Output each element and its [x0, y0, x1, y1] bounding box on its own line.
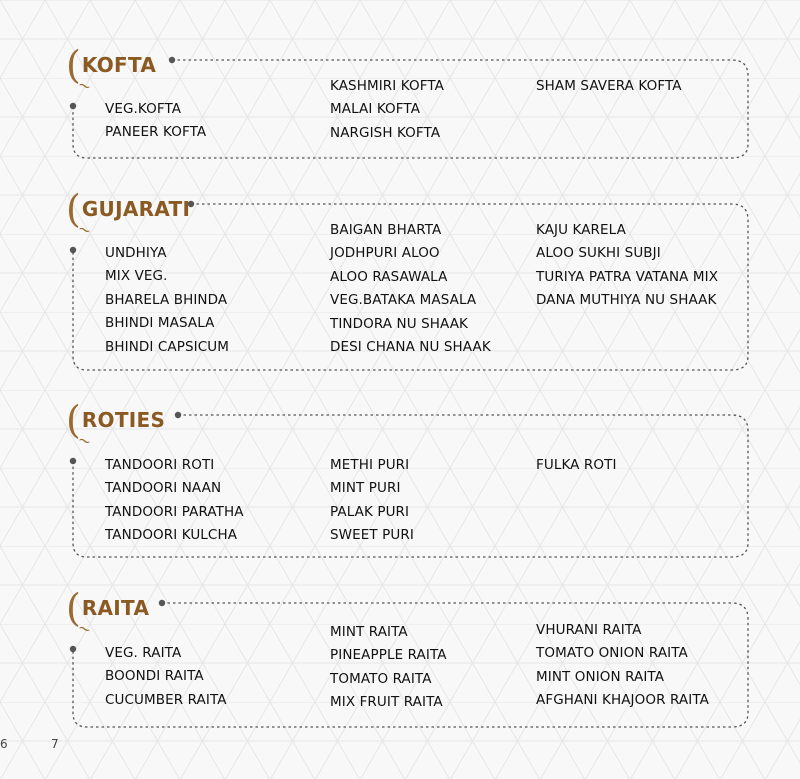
menu-item: TANDOORI ROTI: [105, 457, 215, 473]
column-3: [536, 454, 617, 477]
menu-item: PANEER KOFTA: [105, 124, 207, 141]
column-1: [105, 98, 206, 145]
section-title-text: ROTIES: [81, 408, 166, 432]
menu-item: ALOO RASAWALA: [330, 268, 448, 285]
menu-item: BHINDI CAPSICUM: [105, 338, 229, 355]
menu-item: KAJU KARELA: [536, 222, 626, 238]
menu-item: FULKA ROTI: [536, 457, 617, 473]
section-kofta: [0, 43, 800, 162]
column-1: [105, 242, 229, 359]
section-gujarati: [0, 187, 800, 374]
ornament-tail-icon: ~: [75, 218, 95, 241]
ornament-tail-icon: ~: [75, 74, 95, 97]
section-title-text: RAITA: [81, 596, 150, 620]
column-1: [105, 642, 227, 712]
column-2: [330, 621, 447, 715]
menu-item: METHI PURI: [330, 457, 410, 473]
menu-item: PINEAPPLE RAITA: [330, 647, 447, 664]
menu-item: VEG. RAITA: [105, 645, 182, 661]
brace-ornament-icon: (: [66, 187, 81, 231]
menu-item: TOMATO RAITA: [330, 670, 432, 687]
column-3: [536, 619, 709, 713]
menu-item: SWEET PURI: [330, 527, 414, 544]
menu-item: TINDORA NU SHAAK: [330, 315, 468, 332]
menu-item: DANA MUTHIYA NU SHAAK: [536, 292, 717, 309]
menu-item: BAIGAN BHARTA: [330, 222, 442, 238]
menu-item: TANDOORI NAAN: [105, 480, 222, 497]
menu-item: TANDOORI PARATHA: [105, 503, 244, 520]
menu-item: VEG.KOFTA: [105, 101, 182, 117]
menu-item: ALOO SUKHI SUBJI: [536, 245, 661, 262]
page-number-left: 6: [0, 737, 8, 751]
column-2: [330, 75, 444, 145]
ornament-tail-icon: ~: [75, 429, 95, 452]
menu-item: MINT ONION RAITA: [536, 668, 665, 685]
menu-item: MALAI KOFTA: [330, 101, 421, 118]
section-title-text: GUJARATI: [81, 197, 191, 221]
menu-item: NARGISH KOFTA: [330, 124, 441, 141]
menu-item: VHURANI RAITA: [536, 622, 642, 638]
menu-item: TANDOORI KULCHA: [105, 527, 238, 544]
column-2: [330, 219, 491, 359]
menu-item: JODHPURI ALOO: [330, 245, 440, 262]
menu-item: MINT RAITA: [330, 624, 408, 640]
menu-item: BHARELA BHINDA: [105, 291, 228, 308]
section-title: [66, 586, 150, 640]
section-roties: [0, 398, 800, 561]
brace-ornament-icon: (: [66, 43, 81, 87]
page-number-right: 7: [51, 737, 59, 751]
section-title: [66, 187, 191, 241]
menu-item: BOONDI RAITA: [105, 668, 204, 685]
section-title: [66, 398, 166, 452]
menu-item: SHAM SAVERA KOFTA: [536, 78, 682, 94]
section-title: [66, 43, 157, 97]
menu-item: UNDHIYA: [105, 245, 167, 261]
column-2: [330, 454, 414, 548]
ornament-tail-icon: ~: [75, 617, 95, 640]
menu-item: DESI CHANA NU SHAAK: [330, 339, 491, 356]
menu-item: TOMATO ONION RAITA: [536, 645, 688, 662]
brace-ornament-icon: (: [66, 586, 81, 630]
section-raita: [0, 586, 800, 733]
menu-item: PALAK PURI: [330, 503, 410, 520]
column-3: [536, 219, 718, 313]
menu-item: KASHMIRI KOFTA: [330, 78, 444, 94]
menu-item: MIX FRUIT RAITA: [330, 694, 443, 711]
menu-item: VEG.BATAKA MASALA: [330, 292, 477, 309]
menu-item: BHINDI MASALA: [105, 315, 215, 332]
menu-item: AFGHANI KHAJOOR RAITA: [536, 692, 709, 709]
menu-item: TURIYA PATRA VATANA MIX: [536, 268, 719, 285]
menu-item: MINT PURI: [330, 480, 401, 497]
menu-item: CUCUMBER RAITA: [105, 691, 227, 708]
column-1: [105, 454, 244, 548]
brace-ornament-icon: (: [66, 398, 81, 442]
menu-item: MIX VEG.: [105, 268, 168, 285]
column-3: [536, 75, 682, 98]
section-title-text: KOFTA: [81, 53, 157, 77]
